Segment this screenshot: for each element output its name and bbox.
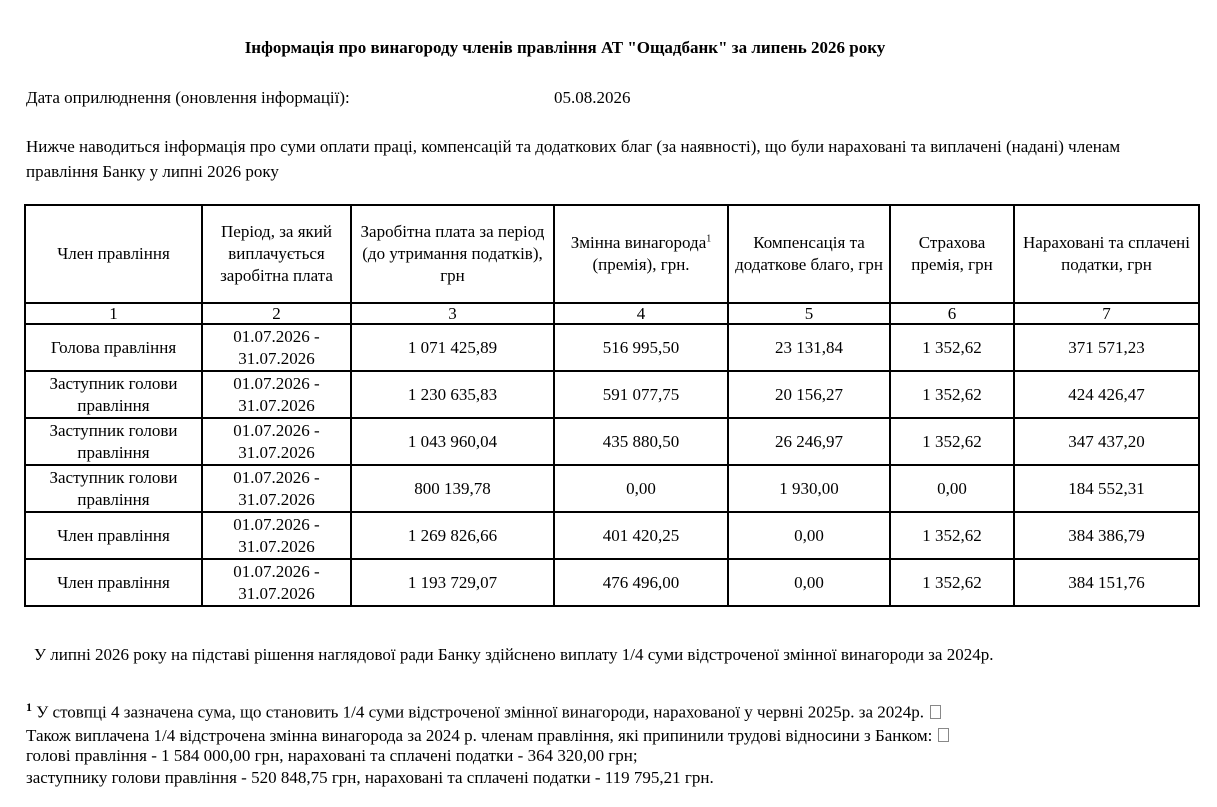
cell-variable: 476 496,00 (554, 559, 728, 606)
header-variable (554, 205, 728, 303)
footnote-2-line2: голові правління - 1 584 000,00 грн, нараховані та сплачені податки - 364 320,00 грн; (26, 746, 638, 765)
remuneration-table (24, 204, 1200, 607)
placeholder-box-icon (930, 705, 941, 719)
cell-taxes: 184 552,31 (1014, 465, 1199, 512)
cell-insurance: 1 352,62 (890, 324, 1014, 371)
cell-compensation: 0,00 (728, 559, 890, 606)
cell-variable: 401 420,25 (554, 512, 728, 559)
footnote-1-mark: 1 (26, 700, 32, 714)
header-salary: Заробітна плата за період (до утримання податків), грн (351, 205, 554, 303)
cell-taxes: 384 386,79 (1014, 512, 1199, 559)
header-compensation: Компенсація та додаткове благо, грн (728, 205, 890, 303)
cell-insurance: 1 352,62 (890, 371, 1014, 418)
cell-salary: 1 230 635,83 (351, 371, 554, 418)
header-taxes: Нараховані та сплачені податки, грн (1014, 205, 1199, 303)
table-row (25, 559, 1199, 606)
cell-salary: 1 071 425,89 (351, 324, 554, 371)
column-number: 6 (890, 303, 1014, 324)
table-header-row (25, 205, 1199, 303)
cell-salary: 1 269 826,66 (351, 512, 554, 559)
cell-insurance: 1 352,62 (890, 418, 1014, 465)
footnote-1 (26, 700, 941, 723)
cell-member: Заступник голови правління (25, 418, 202, 465)
column-number: 5 (728, 303, 890, 324)
cell-salary: 1 193 729,07 (351, 559, 554, 606)
table-row (25, 512, 1199, 559)
publication-date-label: Дата оприлюднення (оновлення інформації): (26, 88, 350, 107)
column-number: 2 (202, 303, 351, 324)
column-number: 7 (1014, 303, 1199, 324)
cell-taxes: 384 151,76 (1014, 559, 1199, 606)
column-number: 1 (25, 303, 202, 324)
cell-insurance: 1 352,62 (890, 512, 1014, 559)
cell-compensation: 23 131,84 (728, 324, 890, 371)
cell-insurance: 0,00 (890, 465, 1014, 512)
cell-variable: 0,00 (554, 465, 728, 512)
cell-compensation: 1 930,00 (728, 465, 890, 512)
footnote-2-line1: Також виплачена 1/4 відстрочена змінна винагорода за 2024 р. членам правління, які припинили трудові відносини з Банком: (26, 726, 933, 745)
cell-member: Заступник голови правління (25, 371, 202, 418)
column-number-row (25, 303, 1199, 324)
cell-period: 01.07.2026 - 31.07.2026 (202, 512, 351, 559)
header-period: Період, за який виплачується заробітна плата (202, 205, 351, 303)
cell-period: 01.07.2026 - 31.07.2026 (202, 559, 351, 606)
cell-insurance: 1 352,62 (890, 559, 1014, 606)
cell-variable: 435 880,50 (554, 418, 728, 465)
header-variable-unit: (премія), грн. (592, 255, 690, 274)
placeholder-box-icon (938, 728, 949, 742)
cell-member: Заступник голови правління (25, 465, 202, 512)
deferred-payment-note: У липні 2026 року на підставі рішення наглядової ради Банку здійснено виплату 1/4 суми відстроченої змінної винагороди за 2024р. (34, 645, 994, 664)
cell-period: 01.07.2026 - 31.07.2026 (202, 418, 351, 465)
cell-member: Член правління (25, 559, 202, 606)
table-row (25, 465, 1199, 512)
cell-taxes: 424 426,47 (1014, 371, 1199, 418)
cell-compensation: 20 156,27 (728, 371, 890, 418)
cell-taxes: 371 571,23 (1014, 324, 1199, 371)
cell-compensation: 26 246,97 (728, 418, 890, 465)
cell-compensation: 0,00 (728, 512, 890, 559)
footnote-2 (26, 726, 949, 766)
header-member: Член правління (25, 205, 202, 303)
cell-variable: 591 077,75 (554, 371, 728, 418)
table-row (25, 371, 1199, 418)
cell-period: 01.07.2026 - 31.07.2026 (202, 324, 351, 371)
cell-period: 01.07.2026 - 31.07.2026 (202, 371, 351, 418)
cell-salary: 1 043 960,04 (351, 418, 554, 465)
column-number: 4 (554, 303, 728, 324)
column-number: 3 (351, 303, 554, 324)
cell-variable: 516 995,50 (554, 324, 728, 371)
footnote-mark: 1 (706, 233, 712, 245)
cell-taxes: 347 437,20 (1014, 418, 1199, 465)
cell-member: Член правління (25, 512, 202, 559)
header-variable-label: Змінна винагорода (570, 233, 707, 252)
table-row (25, 418, 1199, 465)
footnote-1-text: У стовпці 4 зазначена сума, що становить 1/4 суми відстроченої змінної винагороди, нарахованої у червні 2025р. за 2024р. (36, 702, 925, 722)
page-title: Інформація про винагороду членів правління АТ "Ощадбанк" за липень 2026 року (244, 38, 886, 57)
table-row (25, 324, 1199, 371)
cell-salary: 800 139,78 (351, 465, 554, 512)
cell-period: 01.07.2026 - 31.07.2026 (202, 465, 351, 512)
publication-date-value: 05.08.2026 (554, 88, 631, 107)
intro-paragraph: Нижче наводиться інформація про суми оплати праці, компенсацій та додаткових благ (за наявності), що були нараховані та виплачені (надані) членам правління Банку у липні 2026 року (26, 137, 1121, 181)
header-insurance: Страхова премія, грн (890, 205, 1014, 303)
footnote-3: заступнику голови правління - 520 848,75 грн, нараховані та сплачені податки - 119 795,21 грн. (26, 768, 714, 787)
cell-member: Голова правління (25, 324, 202, 371)
